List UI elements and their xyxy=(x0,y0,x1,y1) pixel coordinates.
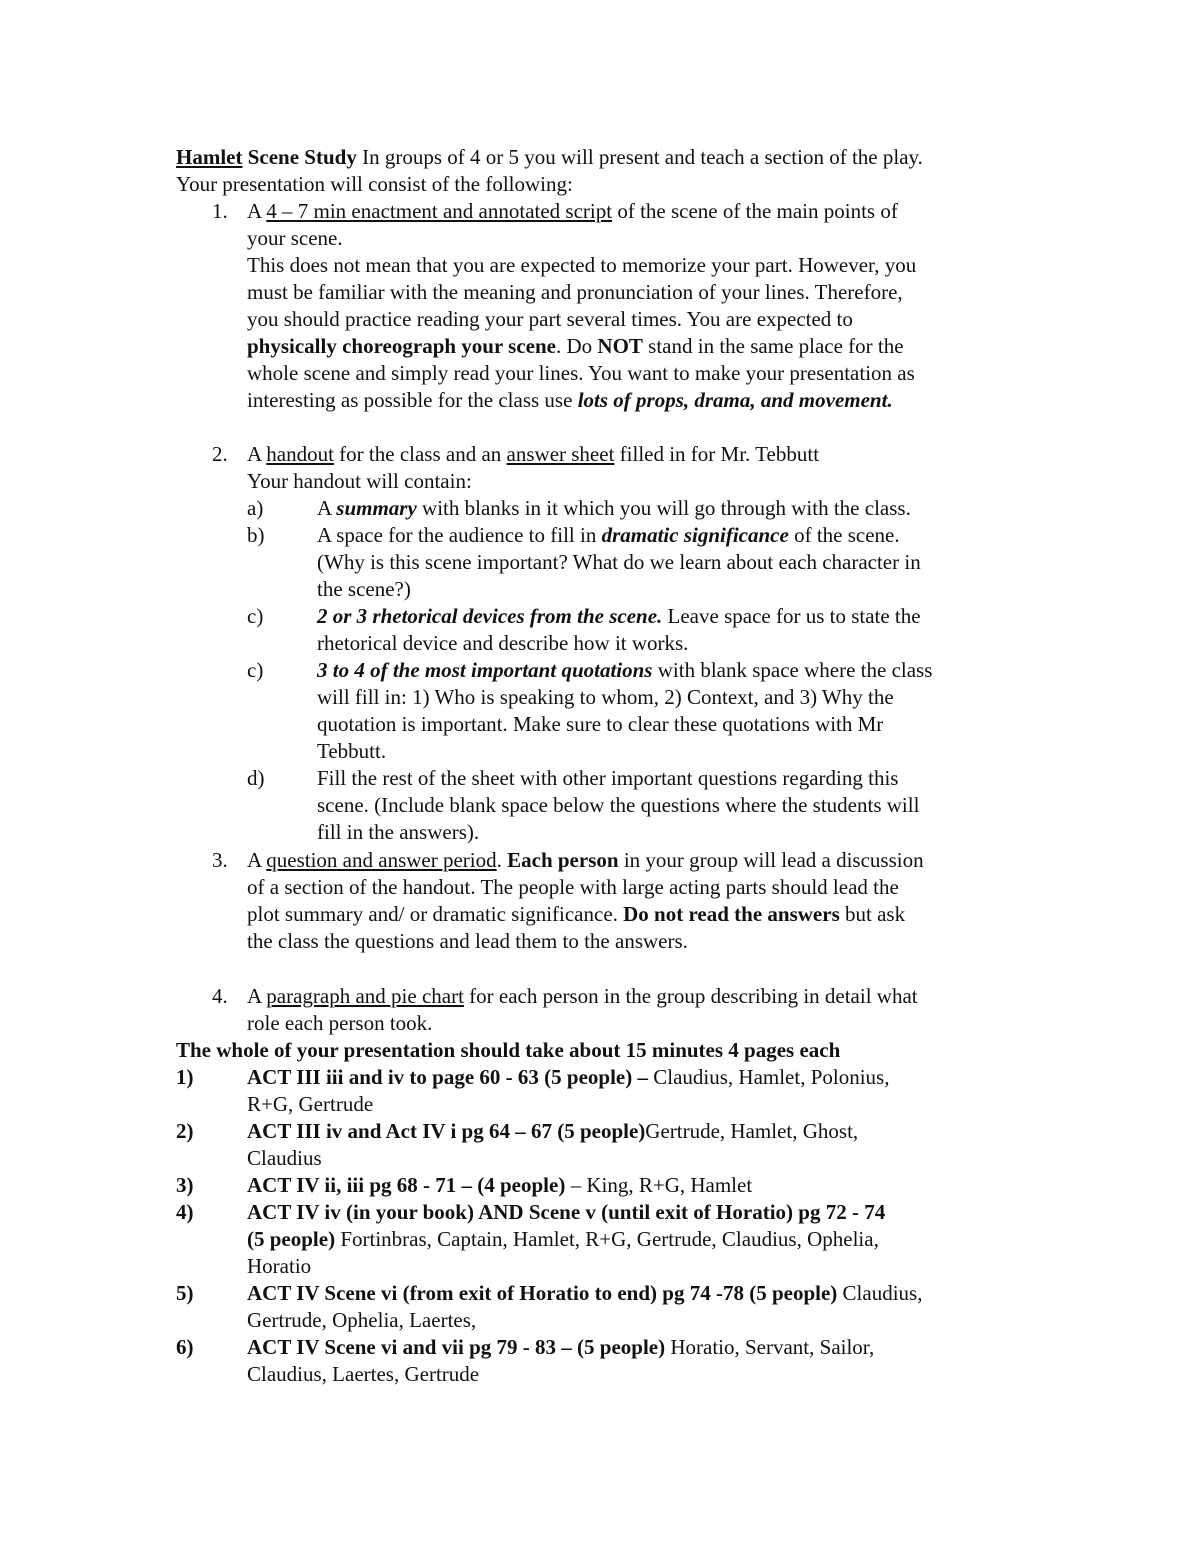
title-label: Scene Study xyxy=(242,145,357,169)
sub-c1-line-2: rhetorical device and describe how it works. xyxy=(317,631,689,655)
sub-c2-line-3: quotation is important. Make sure to clear these quotations with Mr xyxy=(317,712,884,736)
group-5-line-1 xyxy=(247,1280,922,1307)
text: of the scene of the main points of xyxy=(612,199,898,223)
sub-d-text: Fill the rest of the sheet with other important questions regarding this xyxy=(317,766,899,790)
item-2-line-1 xyxy=(247,441,819,468)
group-1-line-1 xyxy=(247,1064,889,1091)
text: stand in the same place for the xyxy=(642,334,904,358)
sub-c1-text xyxy=(317,603,921,630)
group-5-line-2: Gertrude, Ophelia, Laertes, xyxy=(247,1308,477,1332)
handout-phrase: handout xyxy=(266,442,334,466)
item-3-number: 3. xyxy=(212,848,228,872)
item-1-line-7: whole scene and simply read your lines. You want to make your presentation as xyxy=(247,361,915,385)
item-1-line-4: must be familiar with the meaning and pronunciation of your lines. Therefore, xyxy=(247,280,903,304)
group-4-line-3: Horatio xyxy=(247,1254,312,1278)
text: A xyxy=(317,496,337,520)
item-1-line-3: This does not mean that you are expected to memorize your part. However, you xyxy=(247,253,917,277)
text: . xyxy=(496,848,508,872)
sub-d-line-2: scene. (Include blank space below the questions where the students will xyxy=(317,793,920,817)
group-4-line-2 xyxy=(247,1226,879,1253)
intro-line: Your presentation will consist of the following: xyxy=(176,172,573,196)
sub-c2-label: c) xyxy=(247,658,264,682)
play-title: Hamlet xyxy=(176,145,243,169)
group-2-number: 2) xyxy=(176,1119,194,1143)
item-3-line-2: of a section of the handout. The people with large acting parts should lead the xyxy=(247,875,899,899)
item-3-line-1 xyxy=(247,847,924,874)
group-5-heading: ACT IV Scene vi (from exit of Horatio to end) pg 74 -78 (5 people) xyxy=(247,1281,838,1305)
text: filled in for Mr. Tebbutt xyxy=(614,442,820,466)
text: with blanks in it which you will go through with the class. xyxy=(416,496,911,520)
props-phrase: lots of props, drama, and movement. xyxy=(577,388,893,412)
enactment-phrase: 4 – 7 min enactment and annotated script xyxy=(266,199,613,223)
group-1-heading: ACT III iii and iv to page 60 - 63 (5 people) – xyxy=(247,1065,648,1089)
text: A xyxy=(247,199,267,223)
item-3-line-3 xyxy=(247,901,905,928)
text: A xyxy=(247,848,267,872)
paragraph-pie-chart-phrase: paragraph and pie chart xyxy=(266,984,464,1008)
item-4-line-2: role each person took. xyxy=(247,1011,433,1035)
text: but ask xyxy=(839,902,906,926)
text: A xyxy=(247,442,267,466)
summary-line: The whole of your presentation should take about 15 minutes 4 pages each xyxy=(176,1038,841,1062)
group-5-number: 5) xyxy=(176,1281,194,1305)
item-1-line-8 xyxy=(247,387,893,414)
text: A space for the audience to fill in xyxy=(317,523,602,547)
group-1-line-2: R+G, Gertrude xyxy=(247,1092,374,1116)
group-6-number: 6) xyxy=(176,1335,194,1359)
group-3-cast: – King, R+G, Hamlet xyxy=(565,1173,753,1197)
text: for each person in the group describing in detail what xyxy=(463,984,918,1008)
group-2-heading: ACT III iv and Act IV i pg 64 – 67 (5 people) xyxy=(247,1119,646,1143)
dramatic-significance-phrase: dramatic significance xyxy=(601,523,789,547)
sub-c1-label: c) xyxy=(247,604,264,628)
group-4-people-count: (5 people) xyxy=(247,1227,336,1251)
sub-b-label: b) xyxy=(247,523,265,547)
group-3-line-1 xyxy=(247,1172,752,1199)
group-4-line-1 xyxy=(247,1199,885,1226)
item-4-line-1 xyxy=(247,983,918,1010)
sub-b-text xyxy=(317,522,900,549)
group-2-line-1 xyxy=(247,1118,858,1145)
group-1-number: 1) xyxy=(176,1065,194,1089)
sub-b-line-3: the scene?) xyxy=(317,577,411,601)
item-2-line-2: Your handout will contain: xyxy=(247,469,472,493)
sub-a-text xyxy=(317,495,911,522)
text: . Do xyxy=(555,334,598,358)
group-2-line-2: Claudius xyxy=(247,1146,322,1170)
item-1-line-5: you should practice reading your part several times. You are expected to xyxy=(247,307,853,331)
text: interesting as possible for the class use xyxy=(247,388,578,412)
choreograph-phrase: physically choreograph your scene xyxy=(247,334,556,358)
sub-c2-text xyxy=(317,657,932,684)
group-3-number: 3) xyxy=(176,1173,194,1197)
not-emphasis: NOT xyxy=(597,334,643,358)
summary-phrase: summary xyxy=(336,496,417,520)
text: Leave space for us to state the xyxy=(662,604,921,628)
text: of the scene. xyxy=(788,523,900,547)
do-not-read-phrase: Do not read the answers xyxy=(623,902,840,926)
group-2-cast: Gertrude, Hamlet, Ghost, xyxy=(645,1119,859,1143)
item-1-line-1 xyxy=(247,198,898,225)
qa-period-phrase: question and answer period xyxy=(266,848,497,872)
sub-c2-line-4: Tebbutt. xyxy=(317,739,387,763)
sub-d-label: d) xyxy=(247,766,265,790)
group-4-number: 4) xyxy=(176,1200,194,1224)
sub-a-label: a) xyxy=(247,496,264,520)
group-3-heading: ACT IV ii, iii pg 68 - 71 – (4 people) xyxy=(247,1173,566,1197)
text: for the class and an xyxy=(333,442,507,466)
sub-c2-line-2: will fill in: 1) Who is speaking to whom, 2) Context, and 3) Why the xyxy=(317,685,894,709)
sub-d-line-3: fill in the answers). xyxy=(317,820,480,844)
group-6-line-1 xyxy=(247,1334,874,1361)
group-4-heading: ACT IV iv (in your book) AND Scene v (until exit of Horatio) pg 72 - 74 xyxy=(247,1200,886,1224)
item-3-line-4: the class the questions and lead them to the answers. xyxy=(247,929,688,953)
text: in your group will lead a discussion xyxy=(618,848,924,872)
item-2-number: 2. xyxy=(212,442,228,466)
rhetorical-devices-phrase: 2 or 3 rhetorical devices from the scene. xyxy=(317,604,663,628)
group-6-heading: ACT IV Scene vi and vii pg 79 - 83 – (5 people) xyxy=(247,1335,666,1359)
text: with blank space where the class xyxy=(652,658,933,682)
group-1-cast: Claudius, Hamlet, Polonius, xyxy=(647,1065,890,1089)
item-1-number: 1. xyxy=(212,199,228,223)
quotations-phrase: 3 to 4 of the most important quotations xyxy=(317,658,653,682)
item-1-line-6 xyxy=(247,333,904,360)
group-5-cast: Claudius, xyxy=(837,1281,923,1305)
text: plot summary and/ or dramatic significance. xyxy=(247,902,624,926)
group-4-cast: Fortinbras, Captain, Hamlet, R+G, Gertrude, Claudius, Ophelia, xyxy=(335,1227,879,1251)
group-6-cast: Horatio, Servant, Sailor, xyxy=(665,1335,875,1359)
sub-b-line-2: (Why is this scene important? What do we learn about each character in xyxy=(317,550,921,574)
each-person-phrase: Each person xyxy=(507,848,619,872)
item-4-number: 4. xyxy=(212,984,228,1008)
answer-sheet-phrase: answer sheet xyxy=(506,442,615,466)
group-6-line-2: Claudius, Laertes, Gertrude xyxy=(247,1362,480,1386)
item-1-line-2: your scene. xyxy=(247,226,343,250)
text: A xyxy=(247,984,267,1008)
title-line xyxy=(176,144,923,171)
title-intro: In groups of 4 or 5 you will present and teach a section of the play. xyxy=(356,145,923,169)
